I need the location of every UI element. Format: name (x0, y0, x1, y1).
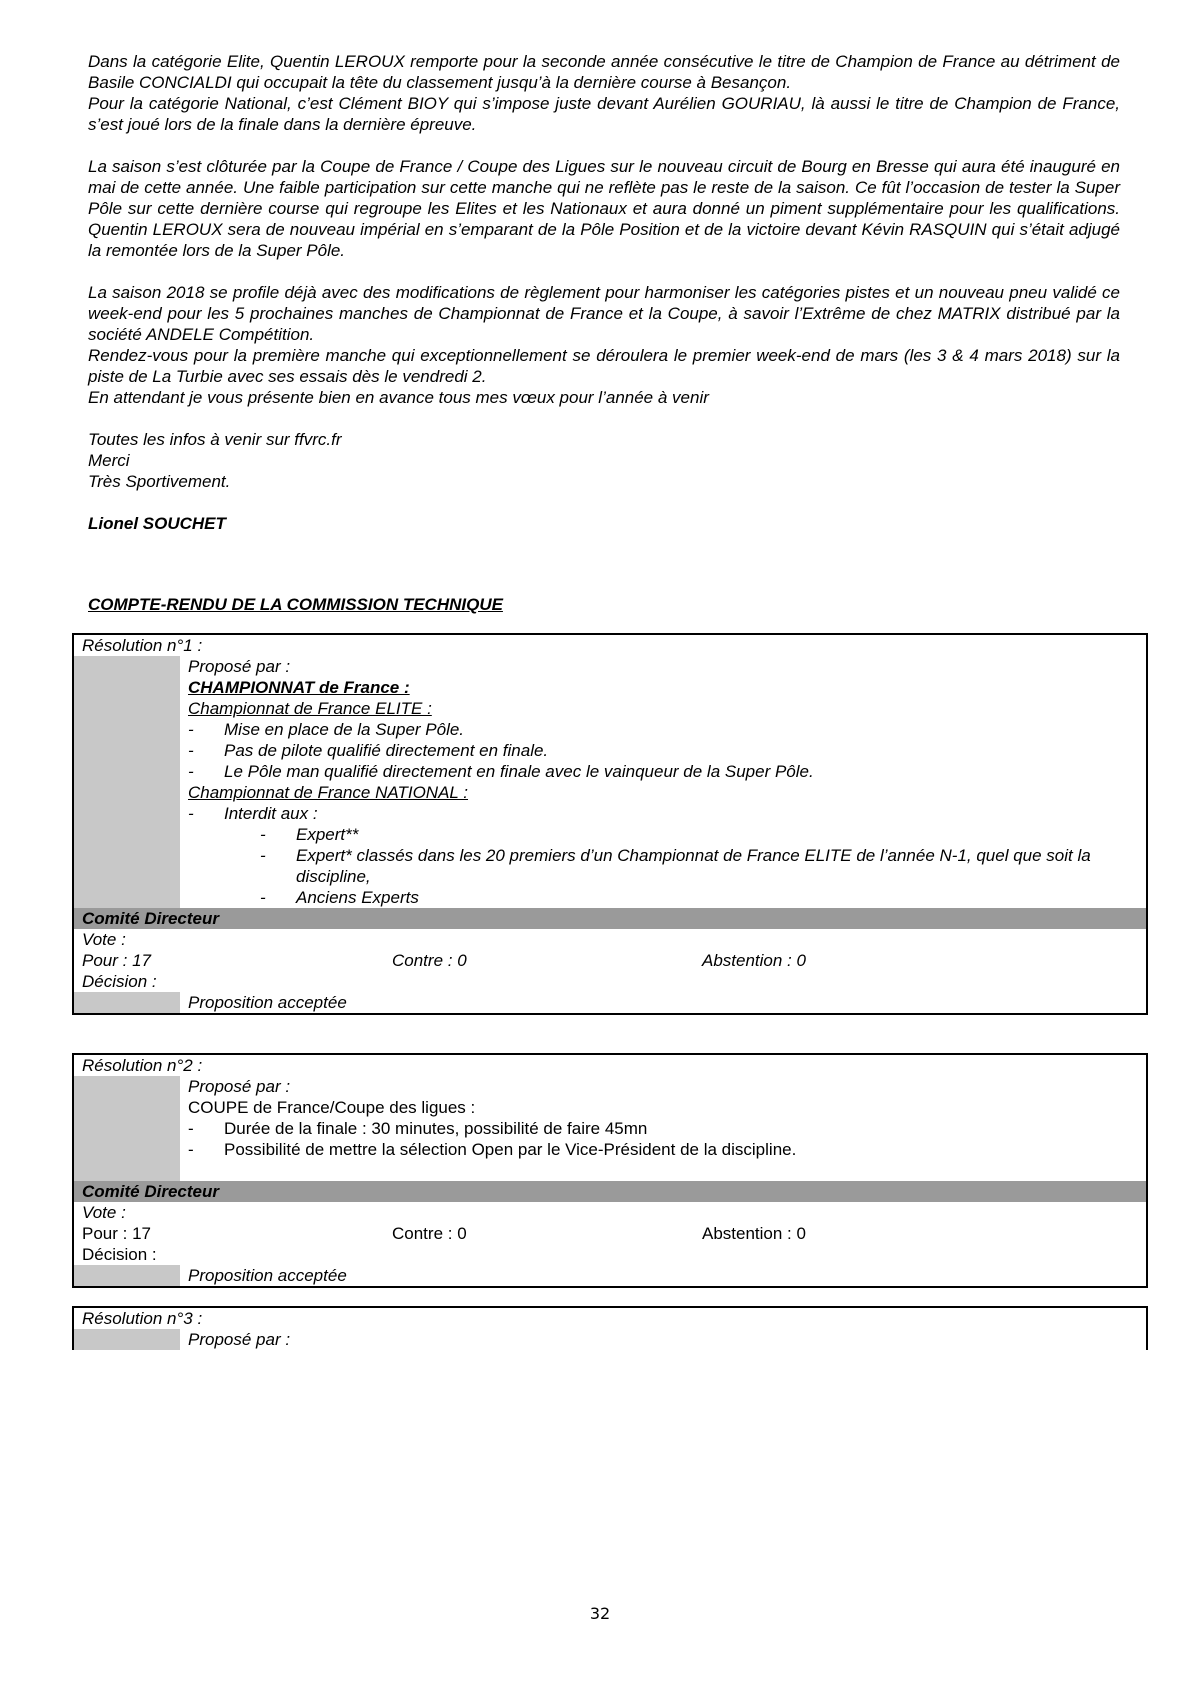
list-item: - Mise en place de la Super Pôle. (188, 720, 465, 739)
list-item: - Possibilité de mettre la sélection Open par le Vice-Président de la discipline. (188, 1140, 797, 1159)
paragraph: Merci (88, 451, 130, 470)
paragraph: La saison 2018 se profile déjà avec des modifications de règlement pour harmoniser les catégories pistes et un nouveau pneu validé ce week-end pour les 5 prochaines manches de Championnat de France et la Coupe, à savoir l’Extrême de chez MATRIX distribué par la société ANDELE Compétition. (88, 283, 1120, 344)
sub-list-item: - Anciens Experts (260, 888, 419, 907)
vote-pour: Pour : 17 (82, 951, 151, 970)
paragraph: En attendant je vous présente bien en avance tous mes vœux pour l’année à venir (88, 388, 709, 407)
gray-column (74, 1265, 180, 1286)
vote-abstention: Abstention : 0 (702, 951, 806, 970)
vote-row (74, 1223, 1146, 1244)
section-title: COMPTE-RENDU DE LA COMMISSION TECHNIQUE (88, 595, 503, 614)
signature: Lionel SOUCHET (88, 514, 226, 533)
paragraph: Rendez-vous pour la première manche qui exceptionnellement se déroulera le premier week-end de mars (les 3 & 4 mars 2018) sur la piste de La Turbie avec ses essais dès le vendredi 2. (88, 346, 1120, 386)
intro-text (88, 51, 1120, 534)
resolution-heading: CHAMPIONNAT de France : (188, 678, 410, 697)
resolution-heading: COUPE de France/Coupe des ligues : (188, 1098, 476, 1117)
gray-column (74, 992, 180, 1013)
vote-label: Vote : (82, 930, 126, 949)
resolution-label: Résolution n°1 : (82, 636, 203, 655)
paragraph: La saison s’est clôturée par la Coupe de France / Coupe des Ligues sur le nouveau circuit de Bourg en Bresse qui aura été inauguré en mai de cette année. Une faible participation sur cette manche qui ne reflète pas le reste de la saison. Ce fût l’occasion de tester la Super Pôle sur cette dernière course qui regroupe les Elites et les Nationaux et aura donné un piment supplémentaire pour les qualifications. Quentin LEROUX sera de nouveau impérial en s’emparant de la Pôle Position et de la victoire devant Kévin RASQUIN qui s’était adjugé la remontée lors de la Super Pôle. (88, 157, 1120, 260)
resolution-label: Résolution n°2 : (82, 1056, 203, 1075)
sub-list-item: - Expert** (260, 825, 359, 844)
vote-row (74, 950, 1146, 971)
comite-header: Comité Directeur (74, 1181, 1146, 1202)
subheading: Championnat de France NATIONAL : (188, 783, 469, 802)
vote-contre: Contre : 0 (392, 1224, 467, 1243)
propose-par: Proposé par : (188, 1330, 291, 1349)
resolution-box-2 (72, 1053, 1148, 1288)
gray-column (74, 656, 180, 908)
page-number: 32 (589, 1604, 611, 1623)
vote-contre: Contre : 0 (392, 951, 467, 970)
comite-header: Comité Directeur (74, 908, 1146, 929)
list-item: - Pas de pilote qualifié directement en finale. (188, 741, 549, 760)
list-item: - Interdit aux : (188, 804, 318, 823)
gray-column (74, 1329, 180, 1350)
vote-pour: Pour : 17 (82, 1224, 151, 1243)
decision-result: Proposition acceptée (188, 1266, 347, 1285)
vote-label: Vote : (82, 1203, 126, 1222)
subheading: Championnat de France ELITE : (188, 699, 432, 718)
sub-list-item: - Expert* classés dans les 20 premiers d’un Championnat de France ELITE de l’année N-1, quel que soit la discipline, (260, 846, 1091, 886)
gray-column (74, 1076, 180, 1181)
resolution-box-3 (72, 1306, 1148, 1350)
propose-par: Proposé par : (188, 1077, 291, 1096)
list-item: - Le Pôle man qualifié directement en finale avec le vainqueur de la Super Pôle. (188, 762, 814, 781)
decision-result: Proposition acceptée (188, 993, 347, 1012)
decision-label: Décision : (82, 972, 157, 991)
list-item: - Durée de la finale : 30 minutes, possibilité de faire 45mn (188, 1119, 648, 1138)
paragraph: Très Sportivement. (88, 472, 231, 491)
paragraph: Dans la catégorie Elite, Quentin LEROUX remporte pour la seconde année consécutive le titre de Champion de France au détriment de Basile CONCIALDI qui occupait la tête du classement jusqu’à la dernière course à Besançon. (88, 52, 1120, 92)
paragraph: Pour la catégorie National, c’est Clément BIOY qui s’impose juste devant Aurélien GOURIAU, là aussi le titre de Champion de France, s’est joué lors de la finale dans la dernière épreuve. (88, 94, 1120, 134)
propose-par: Proposé par : (188, 657, 291, 676)
resolution-box-1 (72, 633, 1148, 1015)
paragraph: Toutes les infos à venir sur ffvrc.fr (88, 430, 342, 449)
decision-label: Décision : (82, 1245, 157, 1264)
resolution-label: Résolution n°3 : (82, 1309, 203, 1328)
vote-abstention: Abstention : 0 (702, 1224, 806, 1243)
